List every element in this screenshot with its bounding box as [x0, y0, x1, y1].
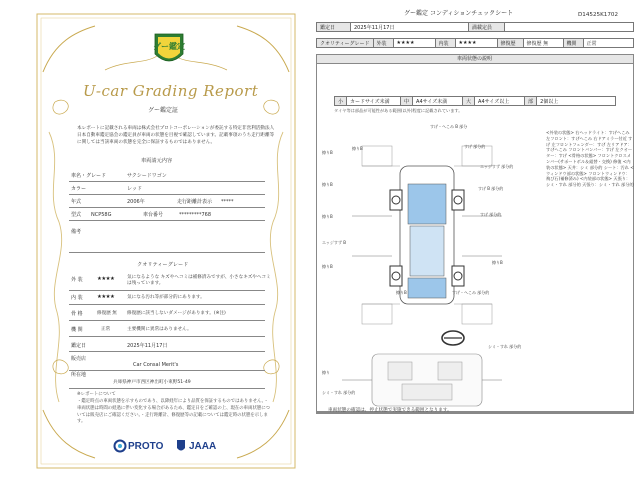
address-label: 所在地: [71, 372, 87, 378]
damage-tag: すげ 部分的: [464, 144, 486, 149]
certificate-title: U-car Grading Report: [83, 82, 259, 100]
capacity-value: [505, 23, 634, 32]
quality-stars-interior: ★★★★: [97, 294, 115, 300]
divider: [69, 252, 265, 253]
condition-legend: <外装の状態> 右ヘッドライト：すげへこみ 左フロント：すげへこみ 右ドアミラー付近 すげ 左フロントフェンダー：すげ 左リアドア：すげへこみ フロントバンパー：すげ 左クオーター：すげ <骨格の状態> フロントクロスメンバー(サポートボル＆組替・交換) 修復 <内装の状態> 天井：シミ 部分的 シート：汚れ <ウィンドウ部の状態> フロントウィンドウ：飛び石(補修済み) <内装部の状態> 天張り：シミ・すれ 部分的 天張り：シミ・すれ 部分的: [546, 130, 634, 188]
chassis-value: *********768: [179, 212, 212, 218]
status-section-title: 車両状態の説明: [457, 56, 493, 62]
int-label: 内装: [435, 39, 455, 48]
engine-label: 機関: [563, 39, 583, 48]
condition-check-sheet: [312, 8, 636, 474]
car-diagram-interior: [342, 350, 502, 410]
divider: [69, 220, 265, 221]
seller-value: Car Consal Merit's: [133, 362, 179, 368]
size-large: 大: [463, 97, 475, 106]
certificate-intro: 本レポートに記載される車両は株式会社プロトコーポレーションが委託する特定非営利活動法人日本自動車鑑定協会の鑑定員が車両の状態を目視で確認しています。記載事項のうち走行距離等に関しては当該車両の状態を完全に保証するものではありません。: [77, 126, 275, 146]
ext-label: 外装: [373, 39, 393, 48]
int-value: ★★★★: [455, 39, 497, 48]
proto-brand: PROTO: [128, 441, 164, 452]
divider: [69, 351, 265, 352]
size-part-desc: 2個以上: [537, 97, 616, 106]
quality-text-engine: 主要機関に異常はありません。: [127, 327, 192, 332]
date-value: 2025年11月17日: [127, 343, 168, 349]
size-mid-desc: A4サイズ未満: [413, 97, 463, 106]
mileage-value: *****: [221, 199, 234, 205]
date-label: 鑑定日: [71, 343, 87, 349]
quality-value-engine: 正常: [101, 327, 111, 332]
certificate-subtitle: グー鑑定証: [148, 107, 179, 114]
grade-label: クオリティーグレード: [317, 39, 374, 48]
quality-text-interior: 気になる汚れ等が部分的にあります。: [127, 295, 205, 300]
size-part: 部: [525, 97, 537, 106]
car-diagram-top: [352, 126, 502, 336]
divider: [69, 370, 265, 371]
size-mid: 中: [401, 97, 413, 106]
vehicle-section-title: 車両請元内容: [141, 158, 173, 164]
damage-tag: すげ B 部分的: [478, 186, 504, 191]
sheet-title: グー鑑定 コンディションチェックシート: [404, 10, 514, 17]
quality-label-exterior: 外 装: [71, 277, 83, 283]
grade-table: [316, 38, 634, 48]
notes-title: ※レポートについて: [77, 392, 116, 397]
date-value: 2025年11月17日: [351, 23, 469, 32]
repair-value: 修復歴 無: [523, 39, 563, 48]
quality-label-frame: 骨 格: [71, 311, 83, 317]
damage-tag: 擦り: [322, 370, 330, 375]
divider: [69, 194, 265, 195]
quality-stars-exterior: ★★★★: [97, 276, 115, 282]
date-label: 鑑定日: [317, 23, 351, 32]
quality-label-interior: 内 装: [71, 295, 83, 301]
year-label: 年式: [71, 199, 82, 205]
jaaa-brand: JAAA: [189, 441, 217, 452]
quality-value-frame: 修復歴 無: [97, 311, 117, 316]
remarks-label: 備考: [71, 229, 82, 235]
size-large-desc: A4サイズ以上: [475, 97, 525, 106]
color-value: レッド: [127, 186, 142, 192]
proto-logo: [113, 439, 127, 453]
size-small-desc: カードサイズ未満: [347, 97, 401, 106]
address-value: 兵庫県神戸市西区神出町小束野51-49: [113, 380, 191, 385]
ext-value: ★★★★: [393, 39, 435, 48]
damage-tag: 擦りB: [492, 260, 503, 265]
divider: [69, 388, 265, 389]
quality-section-title: クオリティーグレード: [137, 262, 189, 268]
notes-body: ・鑑定時点の車両状態を示すものであり、以降経年により品質を保証するものではありません。・車両状態は時間の経過に伴い変化する場合があるため、鑑定日をご確認の上、現在の車両状態については販売店にご確認ください。・走行距離計、修復歴等の記載については鑑定時の状態を示します。: [77, 399, 270, 425]
mileage-label: 走行距離計表示: [177, 199, 213, 205]
damage-tag: シミ・すれ 部分的: [322, 390, 356, 395]
jaaa-logo: [175, 439, 187, 453]
quality-label-engine: 機 関: [71, 327, 83, 333]
grading-certificate: [35, 12, 297, 470]
model-label: 車名・グレード: [71, 173, 107, 179]
divider: [69, 207, 265, 208]
color-label: カラー: [71, 186, 87, 192]
year-value: 2006年: [127, 199, 145, 205]
quality-text-frame: 修復歴に該当しないダメージがあります。(※注): [127, 311, 226, 316]
damage-tag: すげ 部分的: [480, 212, 502, 217]
engine-value: 正常: [583, 39, 633, 48]
damage-tag: 擦りB: [322, 264, 333, 269]
type-value: NCP58G: [91, 212, 112, 218]
damage-tag: 擦りB: [322, 214, 333, 219]
divider: [69, 320, 265, 321]
damage-tag: 擦りB: [322, 150, 333, 155]
quality-text-exterior: 気になるような キズやヘコミは補修済みですが、小さなキズやヘコミは残っています。: [127, 275, 271, 287]
damage-tag: 擦りB: [352, 146, 363, 151]
divider: [69, 336, 265, 337]
badge-text: グー鑑定: [153, 42, 185, 51]
diagram-note: タイヤ等は部品が可能性がある範囲(以外)程度に記載されています。: [334, 108, 463, 113]
damage-tag: 擦りB: [322, 182, 333, 187]
damage-tag: すげ・へこみ 部分的: [452, 290, 490, 295]
capacity-label: 満載定員: [469, 23, 505, 32]
damage-tag: エッジすず B: [322, 240, 346, 245]
damage-tag: エッジすず 部分的: [480, 164, 514, 169]
footer-note: 車両状態の確認は、停止状態で実施できる範囲となります。: [328, 408, 452, 413]
divider: [69, 181, 265, 182]
model-value: サクシードワゴン: [127, 173, 167, 179]
damage-tag: シミ・すれ 部分的: [488, 344, 522, 349]
seller-label: 販売店: [71, 356, 87, 362]
sheet-id: D14525K1702: [578, 12, 619, 18]
size-small: 小: [335, 97, 347, 106]
goo-badge-icon: [152, 32, 186, 68]
divider: [69, 304, 265, 305]
damage-tag: すげ・へこみ B 部分: [430, 124, 468, 129]
repair-label: 修復歴: [497, 39, 523, 48]
damage-tag: 擦りB: [396, 290, 407, 295]
status-section-header: [316, 54, 634, 64]
steering-wheel-icon: [440, 328, 466, 348]
type-label: 型式: [71, 212, 82, 218]
divider: [69, 290, 265, 291]
date-table: [316, 22, 634, 32]
chassis-label: 車台番号: [143, 212, 164, 218]
